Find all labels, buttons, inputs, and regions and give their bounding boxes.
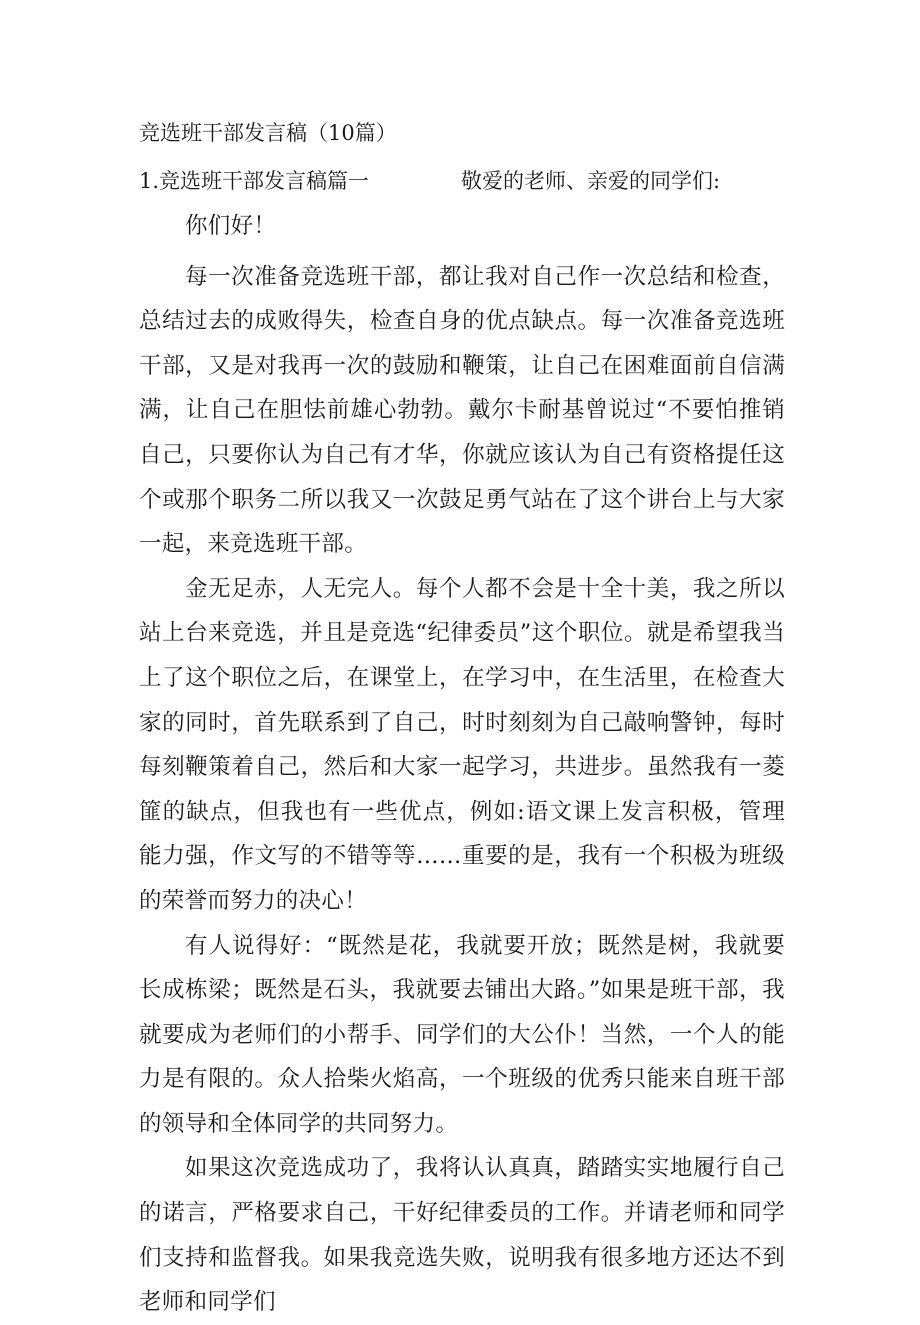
salutation: 敬爱的老师、亲爱的同学们: bbox=[461, 169, 721, 193]
paragraph-2: 金无足赤，人无完人。每个人都不会是十全十美，我之所以站上台来竞选，并且是竞选“纪律委员”这个职位。就是希望我当上了这个职位之后，在课堂上，在学习中，在生活里，在检查大家的同时，首先联系到了自己，时时刻刻为自己敲响警钟，每时每刻鞭策着自己，然后和大家一起学习，共进步。虽然我有一菱篚的缺点，但我也有一些优点，例如:语文课上发言积极，管理能力强，作文写的不错等等……重要的是，我有一个积极为班级的荣誉而努力的决心！ bbox=[139, 575, 785, 914]
section-heading: 1.竞选班干部发言稿篇一 bbox=[139, 169, 370, 193]
body-text bbox=[139, 204, 785, 1325]
paragraph-1: 每一次准备竞选班干部，都让我对自己作一次总结和检查，总结过去的成败得失，检查自身的优点缺点。每一次准备竞选班干部，又是对我再一次的鼓励和鞭策，让自己在困难面前自信满满，让自己在胆怯前雄心勃勃。戴尔卡耐基曾说过“不要怕推销自己，只要你认为自己有才华，你就应该认为自己有资格提任这个或那个职务二所以我又一次鼓足勇气站在了这个讲台上与大家一起，来竞选班干部。 bbox=[139, 263, 785, 558]
paragraph-4: 如果这次竞选成功了，我将认认真真，踏踏实实地履行自己的诺言，严格要求自己，干好纪律委员的工作。并请老师和同学们支持和监督我。如果我竞选失败，说明我有很多地方还达不到老师和同学们 bbox=[139, 1155, 785, 1316]
paragraph-3: 有人说得好：“既然是花，我就要开放；既然是树，我就要长成栋梁；既然是石头，我就要去铺出大路。”如果是班干部，我就要成为老师们的小帮手、同学们的大公仆！当然，一个人的能力是有限的。众人拾柴火焰高，一个班级的优秀只能来自班干部的领导和全体同学的共同努力。 bbox=[139, 932, 785, 1137]
document-title: 竞选班干部发言稿（10篇） bbox=[139, 121, 397, 145]
greeting: 你们好！ bbox=[185, 213, 277, 239]
section-heading-line bbox=[139, 166, 789, 196]
